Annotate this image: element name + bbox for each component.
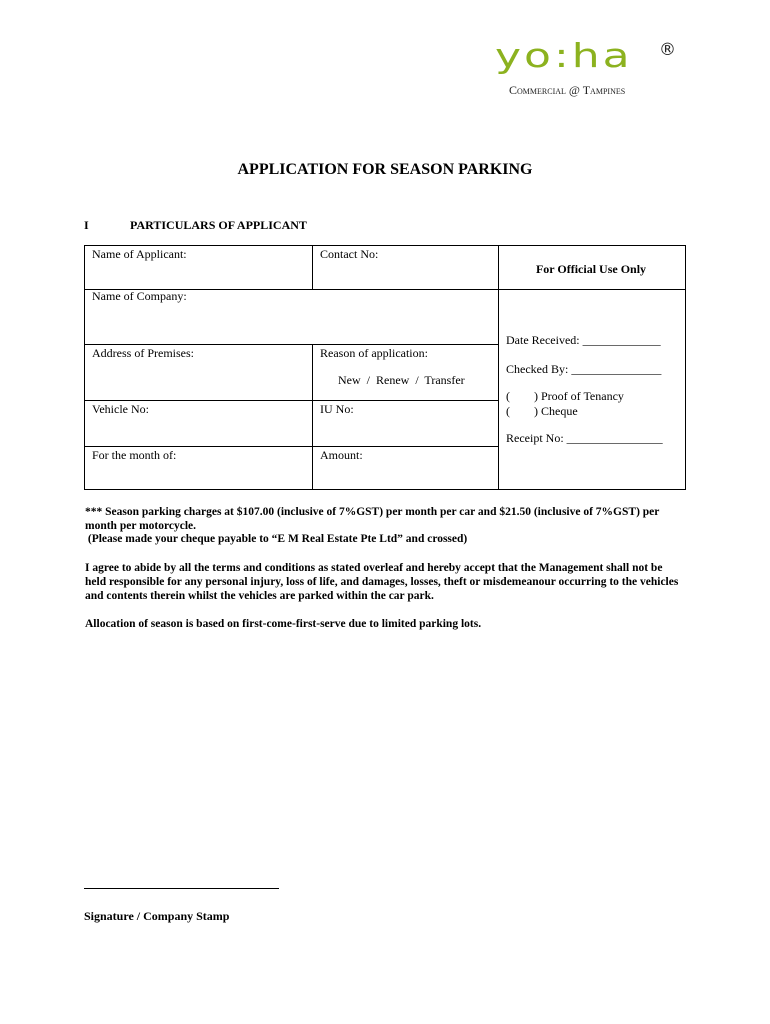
proof-of-tenancy-checkbox: ( ) Proof of Tenancy bbox=[506, 389, 624, 403]
checked-by-field: Checked By: _______________ bbox=[506, 362, 662, 376]
receipt-no-field: Receipt No: ________________ bbox=[506, 431, 663, 445]
company-logo bbox=[495, 37, 695, 102]
signature-label: Signature / Company Stamp bbox=[84, 909, 230, 923]
row-divider bbox=[84, 400, 498, 401]
charges-note: *** Season parking charges at $107.00 (inclusive of 7%GST) per month per car and $21.50 (inclusive of 7%GST) per month per motorcycle. bbox=[85, 506, 660, 532]
row-divider bbox=[84, 446, 498, 447]
contact-no-label: Contact No: bbox=[320, 247, 379, 261]
name-of-company-label: Name of Company: bbox=[92, 289, 187, 303]
cheque-payable-note: (Please made your cheque payable to “E M Real Estate Pte Ltd” and crossed) bbox=[85, 533, 468, 545]
vehicle-no-label: Vehicle No: bbox=[92, 402, 149, 416]
amount-label: Amount: bbox=[320, 448, 363, 462]
logo-wordmark: yo:ha bbox=[495, 37, 633, 76]
registered-mark: ® bbox=[659, 40, 676, 60]
section-number: I bbox=[84, 218, 89, 232]
form-title: APPLICATION FOR SEASON PARKING bbox=[237, 161, 533, 178]
date-received-field: Date Received: _____________ bbox=[506, 333, 661, 347]
address-of-premises-label: Address of Premises: bbox=[92, 346, 194, 360]
agreement-text: I agree to abide by all the terms and conditions as stated overleaf and hereby accept that the Management shall not be held responsible for any personal injury, loss of life, and damages, losses, theft or misdemeanour occurring to the vehicles and contents therein whilst the vehicles are parked within the car park. bbox=[85, 562, 679, 602]
iu-no-label: IU No: bbox=[320, 402, 354, 416]
cheque-checkbox: ( ) Cheque bbox=[506, 404, 578, 418]
signature-line bbox=[84, 888, 279, 889]
logo-subtitle: Commercial @ Tampines bbox=[509, 83, 626, 97]
name-of-applicant-label: Name of Applicant: bbox=[92, 247, 187, 261]
allocation-note: Allocation of season is based on first-come-first-serve due to limited parking lots. bbox=[85, 618, 482, 630]
col-divider bbox=[312, 344, 313, 490]
for-the-month-label: For the month of: bbox=[92, 448, 177, 462]
section-title: PARTICULARS OF APPLICANT bbox=[130, 218, 307, 232]
reason-options: New / Renew / Transfer bbox=[338, 373, 465, 387]
row-divider bbox=[84, 344, 498, 345]
reason-of-application-label: Reason of application: bbox=[320, 346, 428, 360]
col-divider bbox=[312, 245, 313, 289]
official-use-heading: For Official Use Only bbox=[535, 262, 647, 276]
col-divider bbox=[498, 245, 499, 490]
